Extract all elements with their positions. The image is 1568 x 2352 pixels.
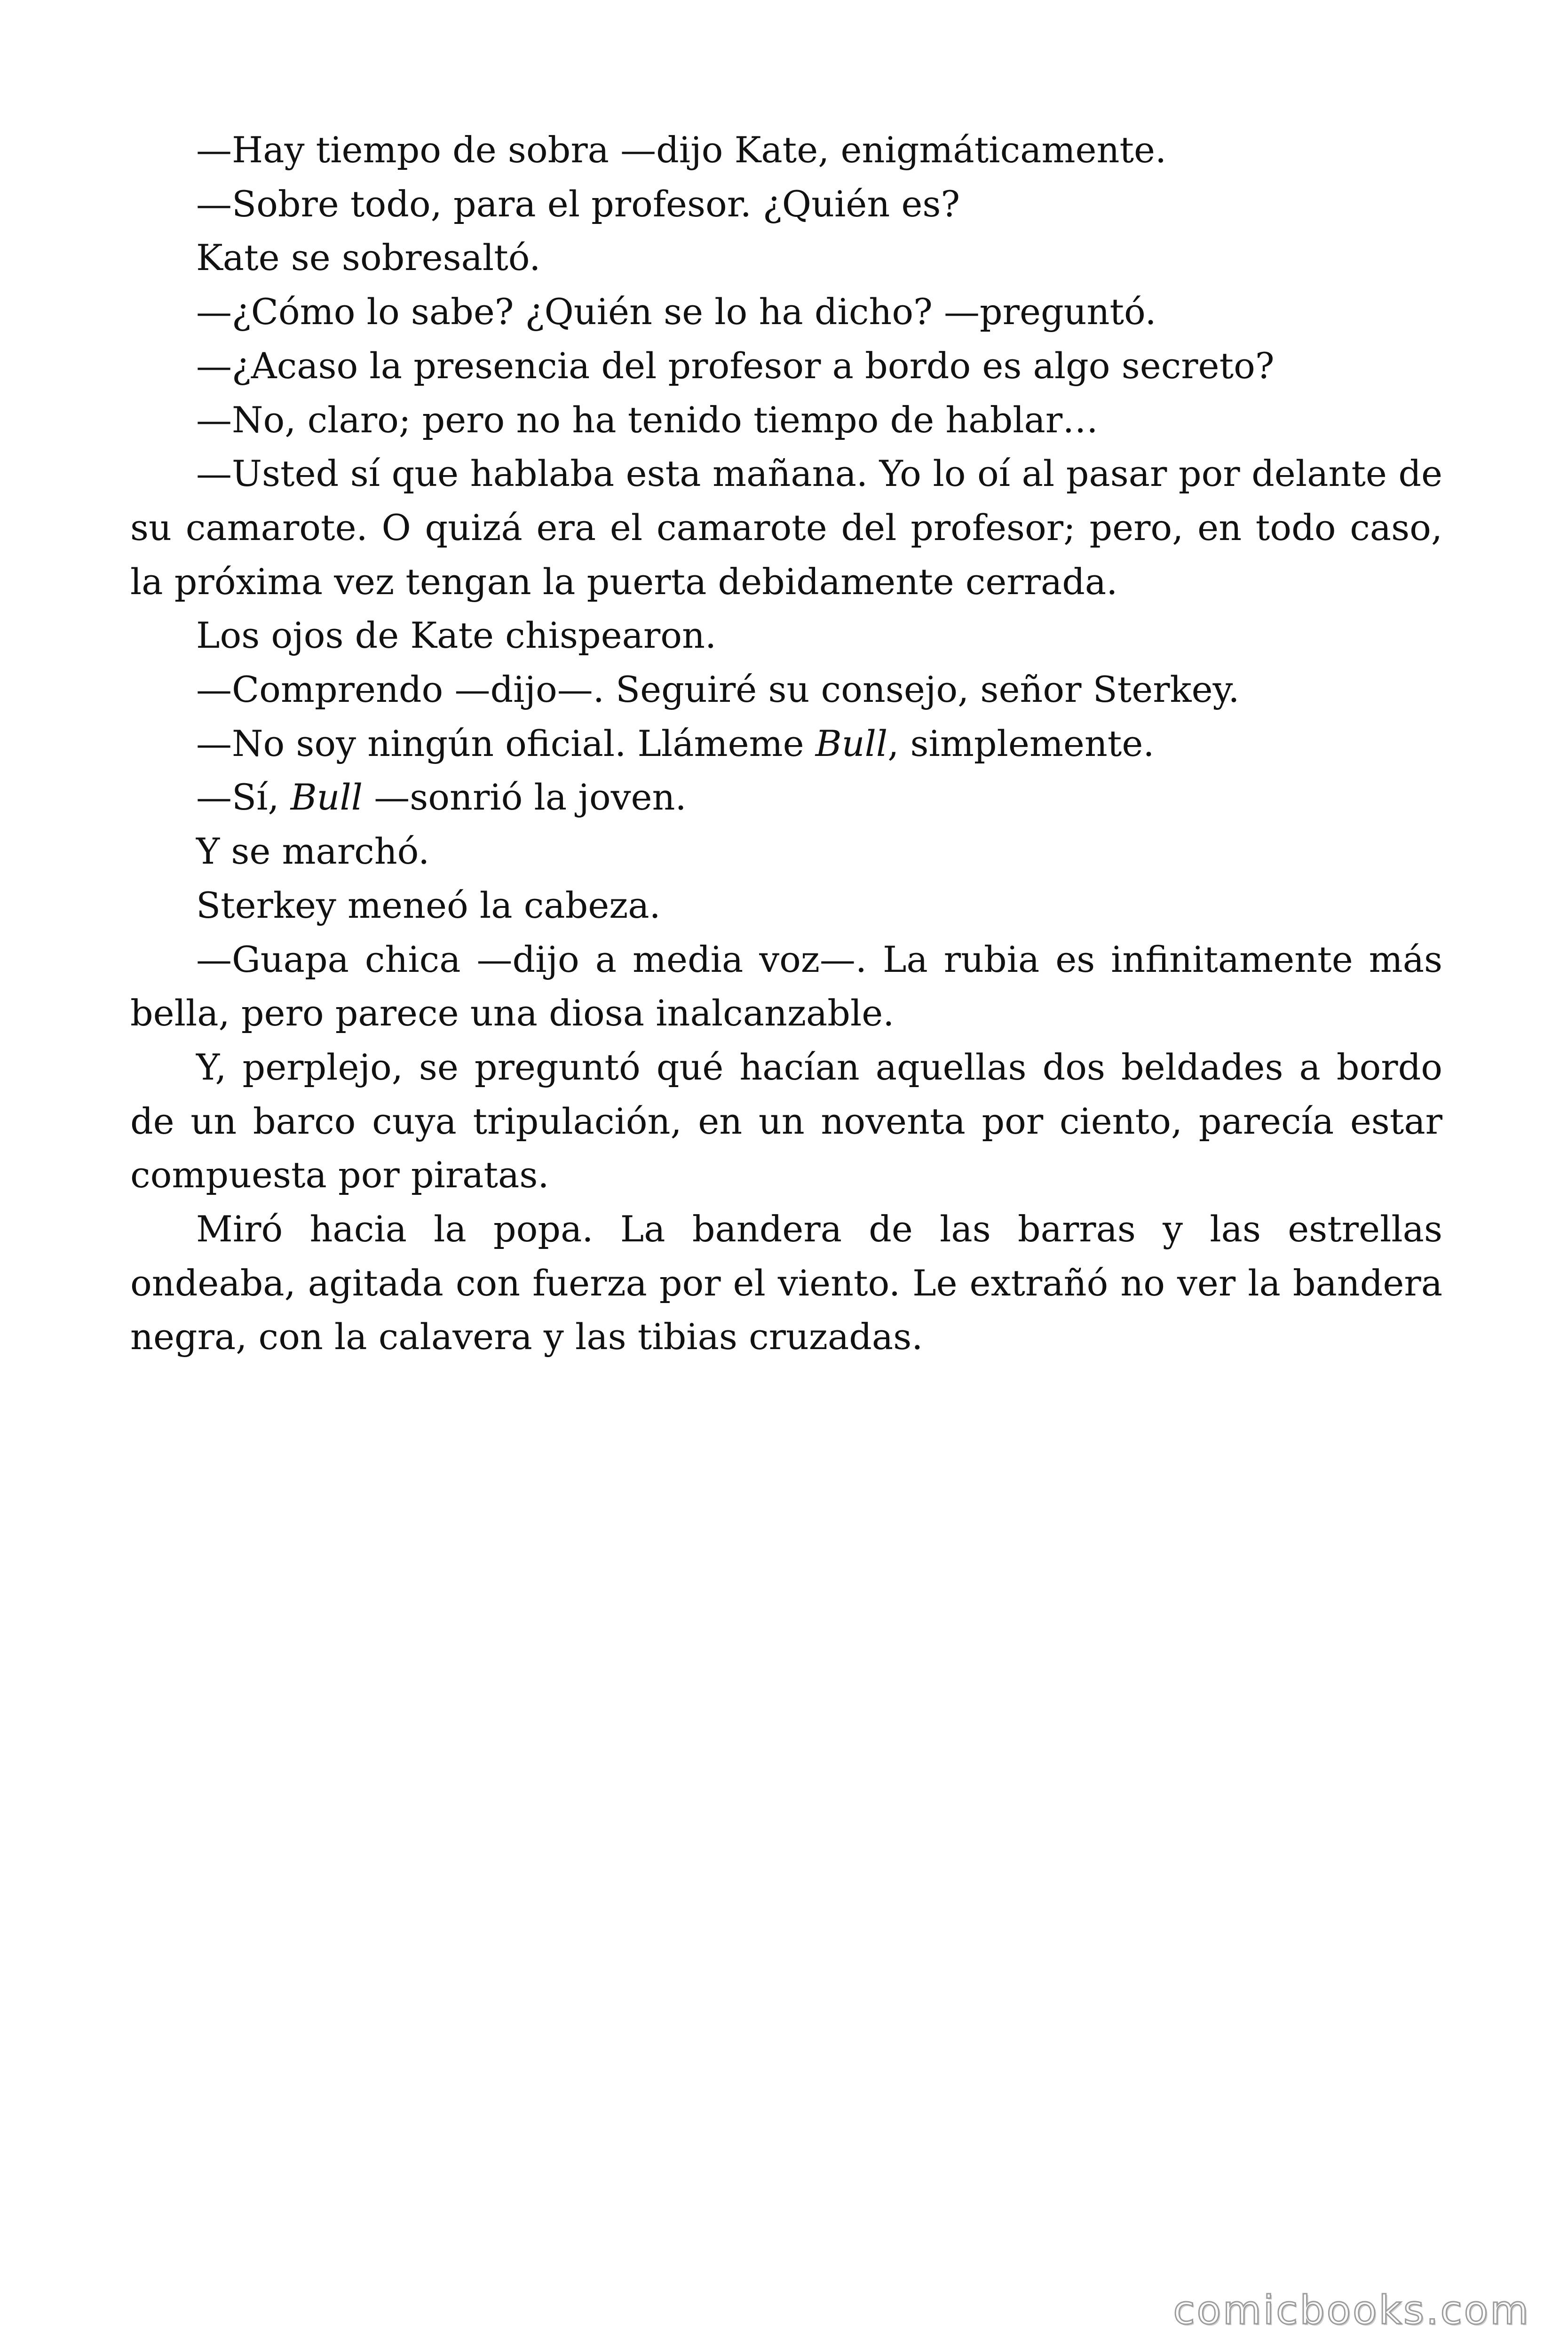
paragraph: Los ojos de Kate chispearon. xyxy=(196,614,717,657)
italic-name: Bull xyxy=(290,776,363,818)
paragraph: Kate se sobresaltó. xyxy=(196,237,541,279)
paragraph xyxy=(130,717,1442,771)
paragraph: Y, perplejo, se preguntó qué hacían aquellas dos beldades a bordo de un barco cuya tripulación, en un noventa por ciento, parecía estar compuesta por piratas. xyxy=(130,1046,1442,1196)
paragraph: Y se marchó. xyxy=(196,830,430,873)
paragraph: Miró hacia la popa. La bandera de las barras y las estrellas ondeaba, agitada con fuerza por el viento. Le extrañó no ver la bandera negra, con la calavera y las tibias cruzadas. xyxy=(130,1208,1442,1358)
paragraph: —No, claro; pero no ha tenido tiempo de hablar… xyxy=(196,398,1099,441)
text-run: —No soy ningún oficial. Llámeme xyxy=(196,722,816,764)
paragraph: —¿Cómo lo sabe? ¿Quién se lo ha dicho? —preguntó. xyxy=(196,291,1156,333)
paragraph: —Comprendo —dijo—. Seguiré su consejo, señor Sterkey. xyxy=(196,668,1240,711)
paragraph: Sterkey meneó la cabeza. xyxy=(196,884,661,926)
page-body-text xyxy=(130,123,1442,1364)
italic-name: Bull xyxy=(815,722,888,764)
text-run: —sonrió la joven. xyxy=(363,776,687,818)
paragraph xyxy=(130,771,1442,825)
text-run: , simplemente. xyxy=(887,722,1155,764)
site-watermark: comicbooks.com xyxy=(1173,2287,1530,2333)
paragraph: —Usted sí que hablaba esta mañana. Yo lo oí al pasar por delante de su camarote. O quizá era el camarote del profesor; pero, en todo caso, la próxima vez tengan la puerta debidamente cerrada. xyxy=(130,453,1442,603)
paragraph: —Sobre todo, para el profesor. ¿Quién es? xyxy=(196,183,960,225)
paragraph: —¿Acaso la presencia del profesor a bordo es algo secreto? xyxy=(196,344,1275,387)
paragraph: —Guapa chica —dijo a media voz—. La rubia es infinitamente más bella, pero parece una diosa inalcanzable. xyxy=(130,938,1442,1034)
paragraph: —Hay tiempo de sobra —dijo Kate, enigmáticamente. xyxy=(196,129,1167,171)
text-run: —Sí, xyxy=(196,776,291,818)
